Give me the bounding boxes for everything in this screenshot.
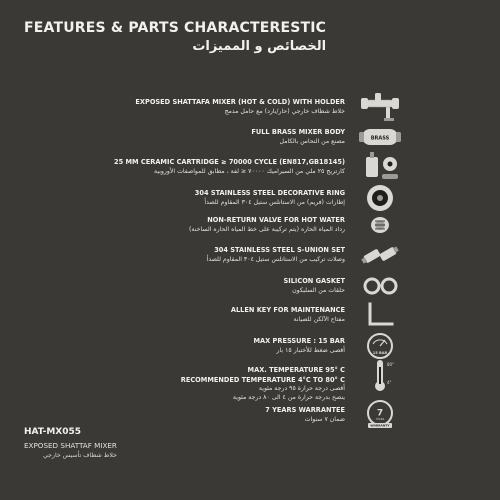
feature-title: MAX. TEMPERATURE 95° C — [247, 366, 345, 374]
feature-text — [181, 366, 345, 402]
page-title: FEATURES & PARTS CHARACTERESTIC — [24, 20, 327, 36]
thermometer-max-label: 80° — [387, 362, 395, 367]
brass-body-icon — [356, 120, 404, 154]
product-subtitle-arabic: خلاط شطاف تأسيس خارجي — [42, 452, 117, 459]
feature-title-arabic: ضمان ٧ سنوات — [304, 415, 345, 423]
feature-title: NON-RETURN VALVE FOR HOT WATER — [207, 216, 345, 224]
thermometer-min-label: 4° — [387, 380, 392, 385]
feature-text — [231, 306, 345, 324]
thermometer-icon — [356, 358, 404, 392]
mixer-icon — [356, 90, 404, 124]
feature-title-arabic: مفتاح الآلكن للصيانة — [293, 315, 345, 323]
feature-text — [207, 246, 345, 264]
warranty-years-word: YEARS — [375, 418, 385, 421]
feature-title: FULL BRASS MIXER BODY — [251, 128, 345, 136]
valve-icon — [356, 208, 404, 242]
feature-text — [189, 216, 345, 234]
feature-title: SILICON GASKET — [283, 277, 345, 285]
feature-text — [251, 128, 345, 146]
product-footer — [24, 426, 117, 460]
brass-label: BRASS — [370, 135, 390, 142]
s-union-icon — [356, 238, 404, 272]
feature-title-arabic: إطارات (فريم) من الاستانلس ستيل ٣٠٤ المقاوم للصدأ — [204, 198, 345, 206]
feature-title: ALLEN KEY FOR MAINTENANCE — [230, 306, 345, 314]
feature-title: 7 YEARS WARRANTEE — [265, 406, 345, 414]
warranty-ribbon-text: WARRANTY — [370, 423, 390, 428]
feature-text — [265, 406, 345, 424]
feature-title: 304 STAINLESS STEEL DECORATIVE RING — [194, 189, 345, 197]
page-header — [24, 20, 326, 55]
product-subtitle: EXPOSED SHATTAF MIXER — [24, 441, 117, 450]
page-title-arabic: الخصائص و المميزات — [192, 39, 327, 54]
features-list — [0, 86, 500, 442]
feature-title: 25 MM CERAMIC CARTRIDGE ≥ 70000 CYCLE (EN817,GB18145) — [114, 158, 345, 166]
feature-title-arabic: خلاط شطاف خارجي (حار/بارد) مع حامل مدمج — [224, 107, 345, 115]
feature-text — [114, 158, 345, 176]
feature-title: MAX PRESSURE : 15 BAR — [253, 337, 345, 345]
feature-title: RECOMMENDED TEMPERATURE 4°C TO 80° C — [180, 375, 345, 384]
feature-title-arabic: ينصح بدرجة حرارة من ٤ الى ٨٠ درجة مئوية — [232, 393, 345, 401]
allen-key-icon — [356, 298, 404, 332]
feature-title: 304 STAINLESS STEEL S-UNION SET — [214, 246, 345, 254]
feature-text — [135, 98, 345, 116]
feature-title-arabic: رداد المياه الحاره (يتم تركيبة على خط المياه الحاره الساخنة) — [189, 225, 345, 233]
feature-title-arabic: أقصى درجة حرارة ٩٥ درجة مئوية — [258, 385, 345, 392]
warranty-badge-icon — [356, 398, 404, 432]
product-code: HAT-MX055 — [24, 427, 82, 437]
feature-text — [195, 189, 345, 207]
feature-title-arabic: كارتريج ٢٥ ملي من السيراميك ٧٠٠٠٠ ≤ لفة ، مطابق للمواصفات الأوروبية — [154, 167, 345, 175]
feature-title: EXPOSED SHATTAFA MIXER (HOT & COLD) WITH HOLDER — [135, 98, 345, 106]
feature-title-arabic: حلقات من السليكون — [292, 286, 345, 294]
feature-text — [284, 277, 346, 295]
feature-title-arabic: مصنع من النحاس بالكامل — [279, 137, 345, 145]
pressure-gauge-label: 15 BAR — [372, 351, 388, 355]
feature-title-arabic: أقصى ضغط للأختبار ١٥ بار — [276, 346, 345, 354]
cartridge-icon — [356, 150, 404, 184]
feature-text — [253, 337, 345, 355]
feature-title-arabic: وصلات تركيب من الاستانلس ستيل ٣٠٤ المقاوم للصدأ — [206, 255, 345, 263]
warranty-years-number: 7 — [376, 408, 384, 419]
